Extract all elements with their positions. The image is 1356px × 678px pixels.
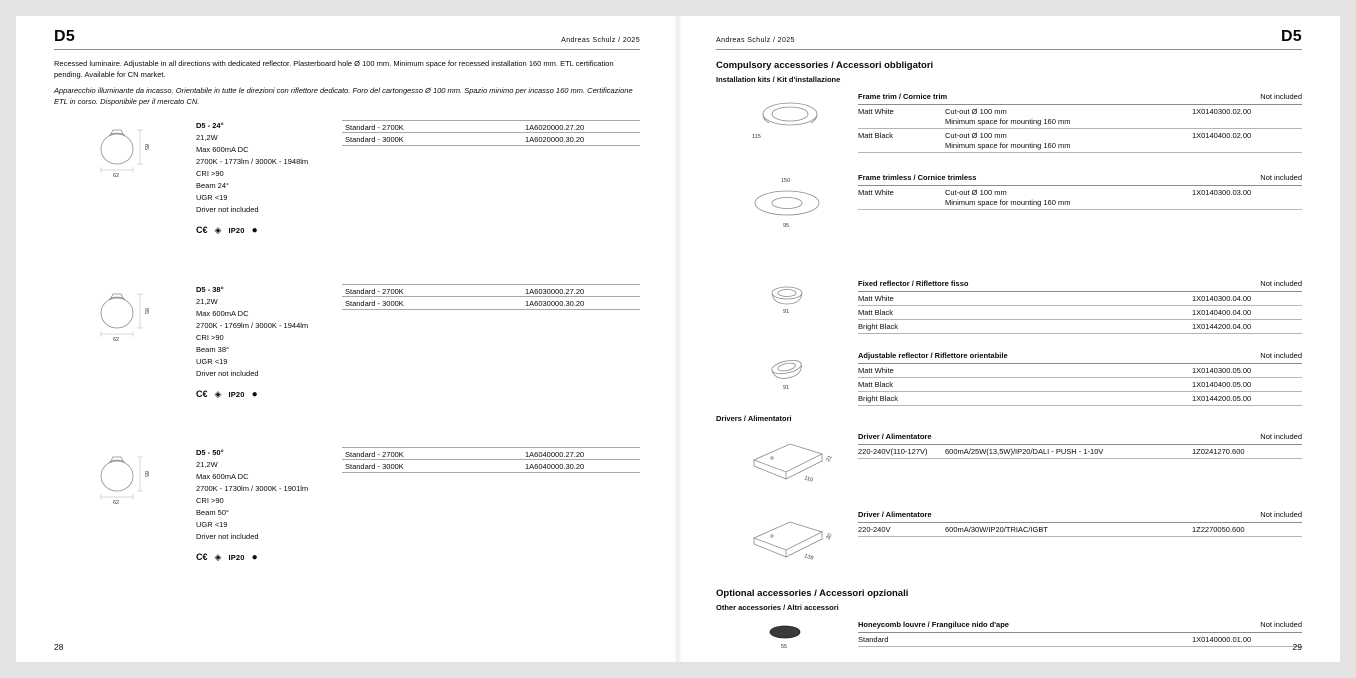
group-drivers: [716, 414, 1302, 564]
right-page-header: [716, 30, 1302, 50]
variant-label: Standard - 2700K: [345, 123, 404, 132]
section-optional-subtitle: Other accessories / Altri accessori: [716, 603, 839, 612]
accessory-desc: [945, 131, 1185, 151]
not-included-label: Not included: [1260, 620, 1302, 629]
product-spec: 2700K - 1769lm / 3000K - 1944lm: [196, 320, 309, 330]
accessory-code: 1X0144200.05.00: [1192, 393, 1252, 403]
reflector-fixed-sketch: [737, 281, 837, 315]
product-spec: UGR <19: [196, 356, 228, 366]
accessory-finish: Matt Black: [858, 379, 894, 389]
not-included-label: Not included: [1260, 510, 1302, 519]
f-mark-icon: ◈: [214, 225, 222, 235]
accessory-title: Adjustable reflector / Riflettore orientabile: [858, 351, 1008, 360]
not-included-label: Not included: [1260, 351, 1302, 360]
ce-mark-icon: C€: [196, 552, 208, 562]
accessory-row: [858, 320, 1302, 334]
svg-text:85: 85: [143, 307, 149, 314]
page-left: [16, 16, 678, 662]
accessory-block: [716, 173, 1302, 229]
ce-mark-icon: C€: [196, 225, 208, 235]
product-block: [54, 120, 640, 284]
f-mark-icon: ◈: [214, 388, 222, 399]
accessory-row: [858, 105, 1302, 129]
accessory-code: 1Z0241270.600: [1192, 446, 1245, 456]
variant-code: 1A6040000.27.20: [525, 450, 585, 459]
not-included-label: Not included: [1260, 173, 1302, 182]
product-spec: Beam 24°: [196, 181, 230, 190]
svg-text:150: 150: [781, 178, 791, 184]
svg-text:85: 85: [143, 144, 149, 151]
accessory-code: 1X0144200.04.00: [1192, 321, 1252, 331]
svg-text:139: 139: [803, 553, 814, 562]
not-included-label: Not included: [1260, 279, 1302, 288]
author-byline: Andreas Schulz / 2025: [716, 37, 795, 44]
page-number-right: 29: [1292, 642, 1302, 652]
accessory-desc-line: 600mA/30W/IP20/TRIAC/IGBT: [945, 524, 1048, 534]
driver-box-drawing: [716, 510, 858, 564]
ip-rating: IP20: [228, 226, 245, 235]
accessory-table: [858, 279, 1302, 334]
product-name: D5 - 50°: [196, 448, 224, 457]
accessory-code: 1X0140300.04.00: [1192, 293, 1252, 303]
honeycomb-sketch: [747, 622, 827, 650]
accessory-finish: Matt White: [858, 293, 894, 303]
accessory-block: [716, 279, 1302, 334]
accessory-desc: [945, 447, 1185, 457]
variant-row: [342, 133, 640, 146]
accessory-desc-line: Cut-out Ø 100 mm: [945, 106, 1007, 116]
variant-row: [342, 120, 640, 133]
variant-row: [342, 284, 640, 297]
product-spec: Beam 50°: [196, 508, 230, 517]
variant-label: Standard - 3000K: [345, 462, 404, 471]
author-byline: Andreas Schulz / 2025: [561, 37, 640, 44]
svg-text:55: 55: [781, 644, 788, 650]
drivers-section-label: Drivers / Alimentatori: [716, 414, 792, 423]
svg-text:30: 30: [825, 532, 834, 541]
accessory-table: [858, 92, 1302, 153]
variant-label: Standard - 3000K: [345, 298, 404, 308]
variant-row: [342, 297, 640, 310]
variant-table: [342, 447, 640, 611]
accessory-code: 1X0140300.03.00: [1192, 187, 1252, 197]
certification-icons: [196, 226, 342, 235]
svg-text:62: 62: [113, 173, 120, 178]
accessory-row: [858, 523, 1302, 537]
svg-text:110: 110: [803, 475, 814, 484]
accessory-finish: Bright Black: [858, 321, 899, 331]
accessory-header: [858, 351, 1302, 364]
variant-label: Standard - 3000K: [345, 135, 404, 144]
section-optional-title: Optional accessories / Accessori opzionali: [716, 588, 909, 599]
accessory-title: Frame trimless / Cornice trimless: [858, 173, 977, 182]
variant-row: [342, 447, 640, 460]
product-dimension-sketch: [75, 122, 175, 178]
accessory-row: [858, 306, 1302, 320]
ip-rating: IP20: [228, 389, 245, 399]
accessory-title: Frame trim / Cornice trim: [858, 92, 948, 101]
driver-box-sketch: [732, 512, 842, 564]
product-block: [54, 447, 640, 611]
frame-trimless-drawing: [716, 173, 858, 229]
accessory-finish: Matt Black: [858, 307, 894, 317]
accessory-desc: [945, 525, 1185, 535]
accessory-row: [858, 378, 1302, 392]
description-it: Apparecchio illuminante da incasso. Orientabile in tutte le direzioni con riflettore dedicato. Foro del cartongesso Ø 100 mm. Spazio minimo per incasso 160 mm. Certificazione ETL in corso. Disponibile per il mercato CN.: [54, 86, 633, 106]
group-installation: [716, 92, 1302, 406]
section-compulsory-subtitle: Installation kits / Kit d'installazione: [716, 75, 841, 84]
accessory-header: [858, 432, 1302, 445]
accessory-title: Fixed reflector / Riflettore fisso: [858, 279, 969, 288]
svg-text:21: 21: [825, 454, 834, 463]
svg-text:62: 62: [113, 500, 120, 505]
svg-text:95: 95: [783, 223, 790, 229]
accessory-header: [858, 92, 1302, 105]
accessory-header: [858, 620, 1302, 633]
accessory-code: 1Z2270050.600: [1192, 524, 1245, 534]
product-name: D5 - 38°: [196, 284, 224, 294]
variant-code: 1A6020000.27.20: [525, 123, 585, 132]
accessory-code: 1X0140300.02.00: [1192, 106, 1252, 116]
accessory-row: [858, 445, 1302, 459]
accessory-finish: Bright Black: [858, 393, 899, 403]
product-spec: UGR <19: [196, 193, 228, 202]
accessory-row: [858, 364, 1302, 378]
accessory-row: [858, 633, 1302, 647]
accessory-finish: Matt White: [858, 365, 894, 375]
certification-icons: [196, 390, 342, 399]
product-spec: 21,2W: [196, 460, 218, 469]
accessory-code: 1X0140400.02.00: [1192, 130, 1252, 140]
product-spec: 2700K - 1773lm / 3000K - 1948lm: [196, 157, 309, 166]
frame-trim-drawing: [716, 92, 858, 153]
product-info: [196, 284, 342, 448]
product-spec: Max 600mA DC: [196, 308, 249, 318]
driver-box-drawing: [716, 432, 858, 486]
ccc-mark-icon: ●: [251, 225, 258, 236]
product-spec: Driver not included: [196, 205, 259, 214]
ccc-mark-icon: ●: [251, 552, 258, 563]
product-drawing: [54, 447, 196, 611]
reflector-adjustable-drawing: [716, 351, 858, 406]
variant-code: 1A6030000.27.20: [525, 286, 585, 296]
product-dimension-sketch: [75, 449, 175, 505]
product-spec: CRI >90: [196, 169, 224, 178]
product-spec: Max 600mA DC: [196, 145, 249, 154]
accessory-table: [858, 510, 1302, 564]
reflector-fixed-drawing: [716, 279, 858, 334]
page-right: [678, 16, 1340, 662]
ccc-mark-icon: ●: [251, 388, 258, 400]
section-compulsory-title: Compulsory accessories / Accessori obbligatori: [716, 60, 934, 71]
accessory-desc-line: Cut-out Ø 100 mm: [945, 130, 1007, 140]
svg-text:91: 91: [783, 309, 790, 315]
not-included-label: Not included: [1260, 92, 1302, 101]
accessory-title: Driver / Alimentatore: [858, 510, 932, 519]
accessory-desc-line: Minimum space for mounting 160 mm: [945, 140, 1071, 150]
accessory-row: [858, 292, 1302, 306]
variant-table: [342, 120, 640, 284]
variant-row: [342, 460, 640, 473]
product-drawing: [54, 120, 196, 284]
accessory-finish: Matt Black: [858, 130, 894, 140]
svg-text:91: 91: [783, 385, 790, 391]
accessory-header: [858, 279, 1302, 292]
group-optional: [716, 620, 1302, 650]
product-spec: Driver not included: [196, 532, 259, 541]
driver-box-sketch: [732, 434, 842, 486]
accessory-header: [858, 173, 1302, 186]
accessory-code: 1X0140000.01.00: [1192, 634, 1252, 644]
product-spec: 2700K - 1730lm / 3000K - 1901lm: [196, 484, 309, 493]
accessory-finish: Standard: [858, 634, 889, 644]
ce-mark-icon: C€: [196, 388, 208, 399]
frame-trim-sketch: [732, 94, 842, 142]
product-spec: 21,2W: [196, 296, 218, 306]
svg-text:85: 85: [143, 471, 149, 478]
accessory-table: [858, 620, 1302, 650]
accessory-block: [716, 351, 1302, 406]
frame-trimless-sketch: [727, 175, 847, 229]
product-info: [196, 447, 342, 611]
accessory-header: [858, 510, 1302, 523]
accessory-block: [716, 432, 1302, 486]
variant-table: [342, 284, 640, 448]
accessory-code: 1X0140300.05.00: [1192, 365, 1252, 375]
ip-rating: IP20: [228, 553, 245, 562]
accessory-block: [716, 510, 1302, 564]
accessory-code: 1X0140400.04.00: [1192, 307, 1252, 317]
left-page-header: [54, 30, 640, 50]
accessory-table: [858, 351, 1302, 406]
accessory-finish: 220-240V: [858, 524, 891, 534]
not-included-label: Not included: [1260, 432, 1302, 441]
accessory-block: [716, 620, 1302, 650]
product-spec: CRI >90: [196, 496, 224, 505]
accessory-title: Honeycomb louvre / Frangiluce nido d'ape: [858, 620, 1009, 629]
product-spec: UGR <19: [196, 520, 228, 529]
product-spec: CRI >90: [196, 332, 224, 342]
product-spec: Max 600mA DC: [196, 472, 249, 481]
page-title: D5: [1280, 28, 1302, 45]
accessory-table: [858, 173, 1302, 229]
product-list: [54, 120, 640, 611]
product-info: [196, 120, 342, 284]
accessory-table: [858, 432, 1302, 486]
accessory-desc-line: Cut-out Ø 100 mm: [945, 187, 1007, 197]
product-spec: 21,2W: [196, 133, 218, 142]
variant-label: Standard - 2700K: [345, 450, 404, 459]
accessory-row: [858, 186, 1302, 210]
product-block: [54, 284, 640, 448]
product-dimension-sketch: [75, 286, 175, 342]
description-en: Recessed luminaire. Adjustable in all directions with dedicated reflector. Plasterboard hole Ø 100 mm. Minimum space for recessed installation 160 mm. ETL certification pending. Available for CN market.: [54, 59, 614, 79]
variant-label: Standard - 2700K: [345, 286, 404, 296]
accessory-desc-line: Minimum space for mounting 160 mm: [945, 116, 1071, 126]
variant-code: 1A6040000.30.20: [525, 462, 585, 471]
accessory-row: [858, 392, 1302, 406]
accessory-finish: Matt White: [858, 106, 894, 116]
reflector-adjustable-sketch: [737, 353, 837, 391]
page-title: D5: [54, 28, 76, 45]
certification-icons: [196, 553, 342, 562]
f-mark-icon: ◈: [214, 552, 222, 562]
accessory-desc: [945, 107, 1185, 127]
accessory-row: [858, 129, 1302, 153]
product-drawing: [54, 284, 196, 448]
variant-code: 1A6020000.30.20: [525, 135, 585, 144]
accessory-finish: 220-240V(110-127V): [858, 446, 928, 456]
accessory-desc-line: 600mA/25W(13,5W)/IP20/DALI - PUSH - 1-10V: [945, 446, 1104, 456]
product-spec: Beam 38°: [196, 344, 230, 354]
accessory-title: Driver / Alimentatore: [858, 432, 932, 441]
accessory-desc-line: Minimum space for mounting 160 mm: [945, 197, 1071, 207]
svg-text:62: 62: [113, 336, 120, 342]
product-name: D5 - 24°: [196, 121, 224, 130]
accessory-finish: Matt White: [858, 187, 894, 197]
accessory-block: [716, 92, 1302, 153]
product-spec: Driver not included: [196, 368, 259, 378]
accessory-code: 1X0140400.05.00: [1192, 379, 1252, 389]
svg-text:115: 115: [752, 134, 761, 140]
variant-code: 1A6030000.30.20: [525, 298, 585, 308]
accessory-desc: [945, 188, 1185, 208]
honeycomb-drawing: [716, 620, 858, 650]
page-number-left: 28: [54, 642, 64, 652]
